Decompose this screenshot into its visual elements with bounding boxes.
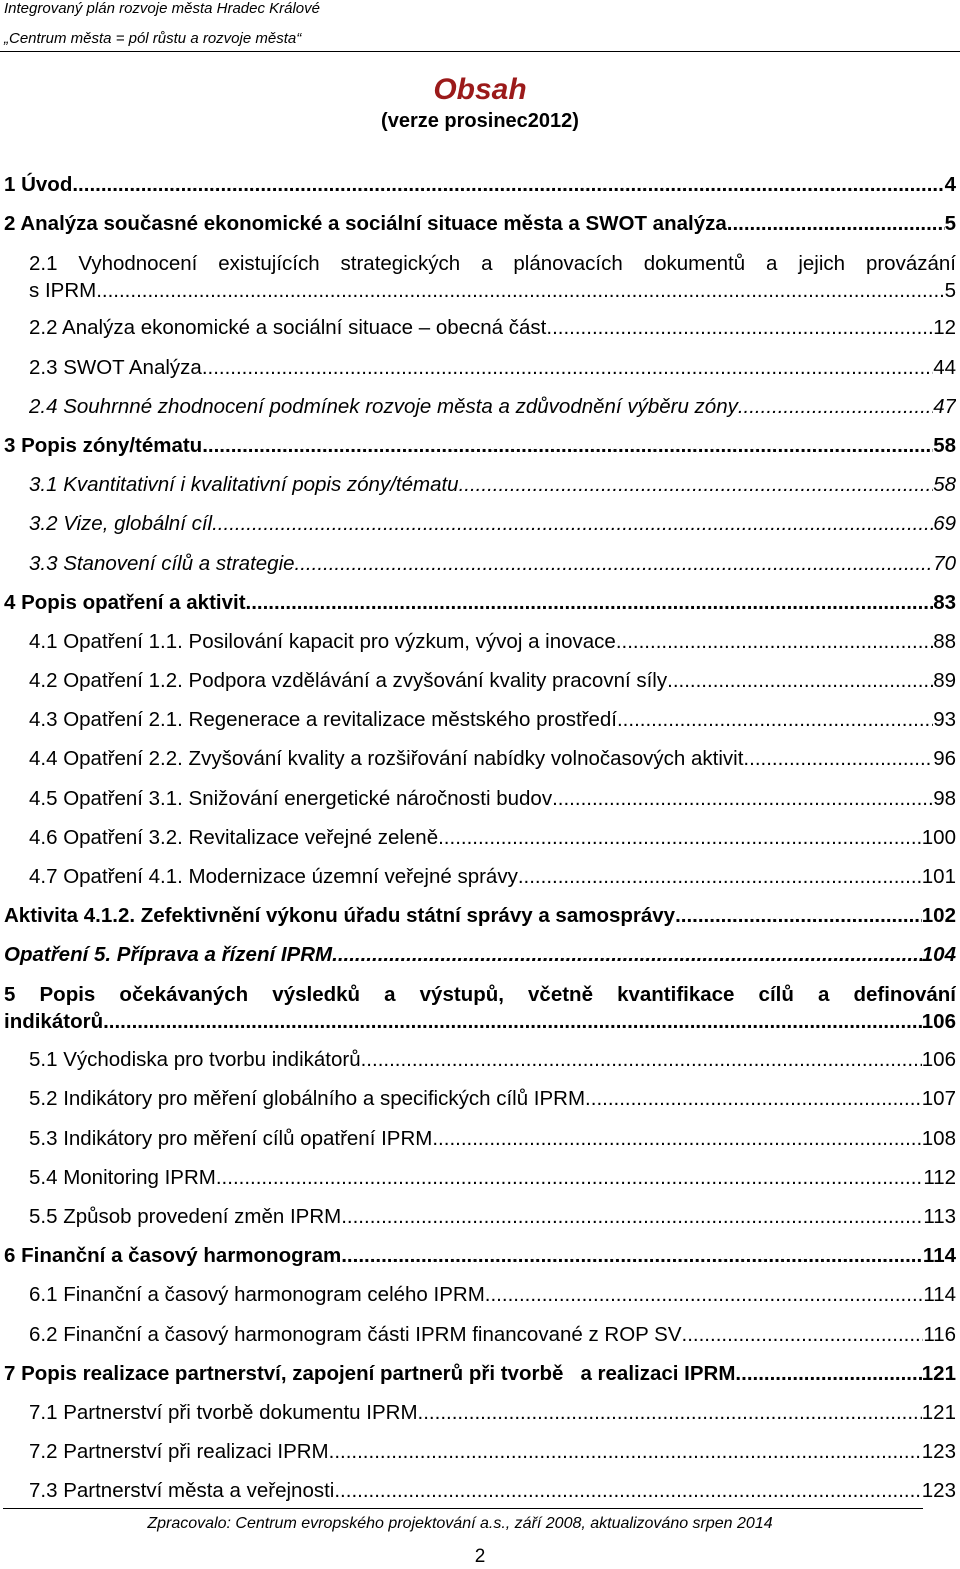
toc-entry-title: 2.2 Analýza ekonomické a sociální situace – obecná část <box>29 316 547 339</box>
toc-page-number: 108 <box>921 1127 956 1150</box>
toc-entry-title: 3.1 Kvantitativní i kvalitativní popis zóny/tématu <box>29 473 459 496</box>
toc-page-number: 100 <box>921 826 956 849</box>
toc-entry-title: 3.3 Stanovení cílů a strategie <box>29 552 295 575</box>
toc-entry-title: Opatření 5. Příprava a řízení IPRM <box>4 943 333 966</box>
toc-leader-dots <box>727 209 945 239</box>
toc-entry[interactable] <box>29 313 956 343</box>
toc-page-number: 104 <box>921 943 956 966</box>
toc-leader-dots <box>682 1320 924 1350</box>
page-footer: Zpracovalo: Centrum evropského projektování a.s., září 2008, aktualizováno srpen 2014 <box>147 1515 773 1532</box>
toc-entry[interactable] <box>29 1437 956 1467</box>
toc-leader-dots <box>418 1398 922 1428</box>
toc-leader-dots <box>72 170 944 200</box>
toc-leader-dots <box>432 1124 921 1154</box>
toc-page-number: 112 <box>923 1166 956 1189</box>
toc-leader-dots <box>438 823 922 853</box>
header-divider <box>0 51 960 52</box>
toc-entry-title: 2 Analýza současné ekonomické a sociální situace města a SWOT analýza <box>4 212 727 235</box>
toc-entry[interactable] <box>29 1124 956 1154</box>
toc-entry-title-line1: 2.1 Vyhodnocení existujících strategických a plánovacích dokumentů a jejich provázání <box>29 252 956 275</box>
toc-entry-title: 1 Úvod <box>4 173 73 196</box>
toc-entry-title: 4.1 Opatření 1.1. Posilování kapacit pro výzkum, vývoj a inovace <box>29 630 616 653</box>
toc-page-number: 58 <box>933 434 956 457</box>
toc-entry[interactable] <box>29 666 956 696</box>
toc-entry-title: 7.1 Partnerství při tvorbě dokumentu IPRM <box>29 1401 418 1424</box>
toc-leader-dots <box>202 431 933 461</box>
toc-page-number: 96 <box>933 747 956 770</box>
footer-divider <box>3 1508 923 1509</box>
toc-entry[interactable] <box>4 1007 956 1037</box>
toc-entry-title: 5.4 Monitoring IPRM <box>29 1166 216 1189</box>
toc-leader-dots <box>212 509 933 539</box>
toc-entry-title-line1: 5 Popis očekávaných výsledků a výstupů, včetně kvantifikace cílů a definování <box>4 983 956 1006</box>
toc-page-number: 123 <box>921 1440 956 1463</box>
toc-page-number: 93 <box>933 708 956 731</box>
page-number: 2 <box>474 1546 486 1567</box>
toc-entry[interactable] <box>29 353 956 383</box>
toc-leader-dots <box>332 940 922 970</box>
toc-entry[interactable] <box>29 1202 956 1232</box>
toc-entry-title: 2.3 SWOT Analýza <box>29 356 202 379</box>
toc-leader-dots <box>585 1084 922 1114</box>
toc-leader-dots <box>616 627 933 657</box>
toc-leader-dots <box>295 549 934 579</box>
toc-page-number: 47 <box>933 395 956 418</box>
toc-entry-title: 4.6 Opatření 3.2. Revitalizace veřejné zeleně <box>29 826 439 849</box>
toc-entry-title: 5.1 Východiska pro tvorbu indikátorů <box>29 1048 361 1071</box>
toc-entry[interactable] <box>29 1476 956 1506</box>
toc-entry-title: 5.2 Indikátory pro měření globálního a specifických cílů IPRM <box>29 1087 586 1110</box>
toc-entry[interactable] <box>4 431 956 461</box>
toc-entry[interactable] <box>29 470 956 500</box>
toc-entry[interactable] <box>29 1045 956 1075</box>
toc-entry[interactable] <box>29 549 956 579</box>
toc-entry[interactable] <box>29 1084 956 1114</box>
toc-entry-title: Aktivita 4.1.2. Zefektivnění výkonu úřadu státní správy a samosprávy <box>4 904 676 927</box>
toc-page-number: 88 <box>933 630 956 653</box>
toc-entry-title: 4.2 Opatření 1.2. Podpora vzdělávání a zvyšování kvality pracovní síly <box>29 669 668 692</box>
running-header-motto: „Centrum města = pól růstu a rozvoje města“ <box>4 30 302 47</box>
toc-entry[interactable] <box>29 784 956 814</box>
toc-leader-dots <box>96 276 944 306</box>
toc-entry[interactable] <box>29 392 956 422</box>
toc-leader-dots <box>738 392 933 422</box>
toc-page-number: 102 <box>921 904 956 927</box>
toc-entry[interactable] <box>4 209 956 239</box>
toc-leader-dots <box>216 1163 923 1193</box>
toc-page-number: 113 <box>923 1205 956 1228</box>
toc-entry[interactable] <box>4 940 956 970</box>
toc-leader-dots <box>485 1280 924 1310</box>
toc-entry-title: 7 Popis realizace partnerství, zapojení partnerů při tvorbě a realizaci IPRM <box>4 1362 736 1385</box>
toc-page-number: 4 <box>944 173 956 196</box>
toc-leader-dots <box>459 470 934 500</box>
toc-page-number: 44 <box>933 356 956 379</box>
toc-entry-title: indikátorů <box>4 1010 104 1033</box>
toc-page-number: 5 <box>944 279 956 302</box>
toc-entry[interactable] <box>29 744 956 774</box>
toc-page-number: 106 <box>921 1010 956 1033</box>
toc-page-number: 114 <box>923 1283 956 1306</box>
toc-entry[interactable] <box>29 627 956 657</box>
toc-page-number: 116 <box>923 1323 956 1346</box>
toc-page-number: 98 <box>933 787 956 810</box>
toc-entry[interactable] <box>4 1359 956 1389</box>
toc-page-number: 5 <box>944 212 956 235</box>
toc-leader-dots <box>246 588 934 618</box>
toc-entry-title: 7.2 Partnerství při realizaci IPRM <box>29 1440 329 1463</box>
toc-entry[interactable] <box>29 1320 956 1350</box>
toc-page-number: 58 <box>933 473 956 496</box>
toc-entry[interactable] <box>29 276 956 306</box>
toc-page-number: 69 <box>933 512 956 535</box>
toc-entry[interactable] <box>29 1280 956 1310</box>
toc-leader-dots <box>743 744 933 774</box>
page-subtitle: (verze prosinec2012) <box>381 110 579 132</box>
toc-leader-dots <box>518 862 922 892</box>
toc-page-number: 121 <box>921 1362 956 1385</box>
toc-entry[interactable] <box>29 862 956 892</box>
toc-leader-dots <box>735 1359 921 1389</box>
toc-entry-title: 3.2 Vize, globální cíl <box>29 512 213 535</box>
toc-entry[interactable] <box>4 588 956 618</box>
toc-entry[interactable] <box>4 1241 956 1271</box>
toc-leader-dots <box>667 666 933 696</box>
toc-page-number: 70 <box>933 552 956 575</box>
toc-entry[interactable] <box>29 823 956 853</box>
toc-page-number: 12 <box>933 316 956 339</box>
toc-entry[interactable] <box>4 170 956 200</box>
toc-entry[interactable] <box>29 705 956 735</box>
toc-entry-title: 3 Popis zóny/tématu <box>4 434 203 457</box>
toc-entry-title: s IPRM <box>29 279 97 302</box>
toc-entry[interactable] <box>29 1163 956 1193</box>
toc-entry-title: 5.3 Indikátory pro měření cílů opatření IPRM <box>29 1127 433 1150</box>
toc-entry-title: 5.5 Způsob provedení změn IPRM <box>29 1205 342 1228</box>
toc-leader-dots <box>334 1476 921 1506</box>
toc-leader-dots <box>552 784 933 814</box>
toc-leader-dots <box>361 1045 922 1075</box>
toc-page-number: 114 <box>922 1244 956 1267</box>
toc-page-number: 106 <box>921 1048 956 1071</box>
toc-entry-title: 7.3 Partnerství města a veřejnosti <box>29 1479 335 1502</box>
toc-entry-title: 6 Finanční a časový harmonogram <box>4 1244 342 1267</box>
toc-leader-dots <box>103 1007 922 1037</box>
toc-entry-title: 4.3 Opatření 2.1. Regenerace a revitalizace městského prostředí <box>29 708 617 731</box>
toc-entry[interactable] <box>4 901 956 931</box>
page-title: Obsah <box>433 73 527 106</box>
toc-leader-dots <box>341 1202 923 1232</box>
toc-entry-title: 6.2 Finanční a časový harmonogram části IPRM financované z ROP SV <box>29 1323 682 1346</box>
toc-entry-title: 2.4 Souhrnné zhodnocení podmínek rozvoje města a zdůvodnění výběru zóny <box>29 395 738 418</box>
toc-entry[interactable] <box>29 509 956 539</box>
toc-page-number: 89 <box>933 669 956 692</box>
running-header-title: Integrovaný plán rozvoje města Hradec Králové <box>4 0 320 17</box>
toc-page-number: 107 <box>921 1087 956 1110</box>
toc-entry-title: 4.7 Opatření 4.1. Modernizace územní veřejné správy <box>29 865 518 888</box>
toc-entry-title: 4 Popis opatření a aktivit <box>4 591 246 614</box>
toc-entry-title: 4.4 Opatření 2.2. Zvyšování kvality a rozšiřování nabídky volnočasových aktivit <box>29 747 744 770</box>
toc-entry-title: 6.1 Finanční a časový harmonogram celého IPRM <box>29 1283 485 1306</box>
toc-leader-dots <box>617 705 933 735</box>
toc-leader-dots <box>341 1241 923 1271</box>
toc-entry-title: 4.5 Opatření 3.1. Snižování energetické náročnosti budov <box>29 787 553 810</box>
toc-leader-dots <box>202 353 933 383</box>
toc-page-number: 121 <box>921 1401 956 1424</box>
toc-page-number: 83 <box>933 591 956 614</box>
toc-page-number: 123 <box>921 1479 956 1502</box>
toc-page-number: 101 <box>921 865 956 888</box>
toc-leader-dots <box>675 901 922 931</box>
toc-entry[interactable] <box>29 1398 956 1428</box>
toc-leader-dots <box>546 313 933 343</box>
toc-leader-dots <box>329 1437 922 1467</box>
